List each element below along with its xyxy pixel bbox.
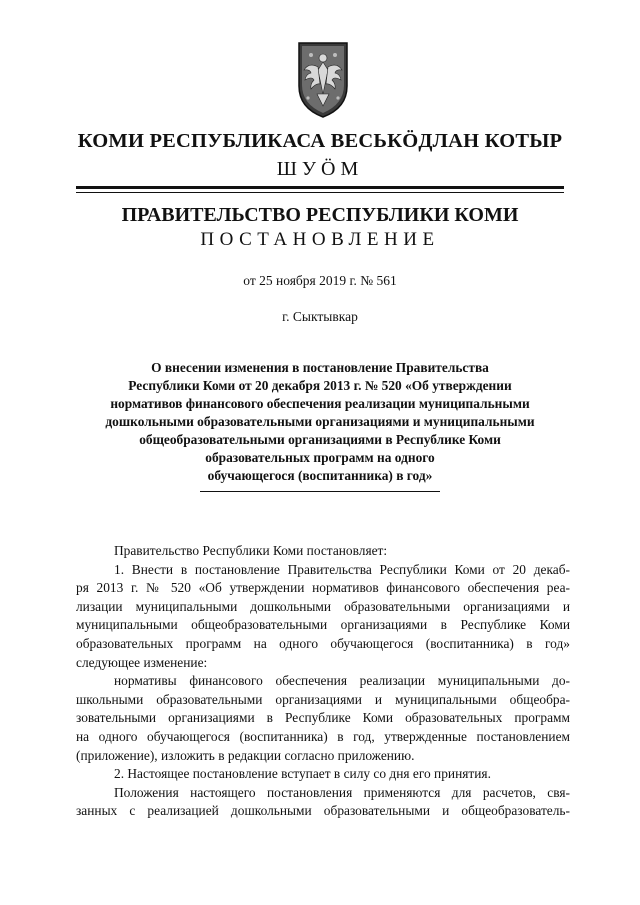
body-line: следующее изменение: — [76, 654, 208, 670]
resolution-title: ПОСТАНОВЛЕНИЕ — [200, 229, 440, 250]
komi-resolution-title: ШУӦМ — [276, 158, 364, 180]
body-line: ря 2013 г. № 520 «Об утверждении нормативов финансового обеспечения реа- — [76, 580, 570, 596]
title-line: образовательных программ на одного — [205, 450, 435, 465]
komi-coat-of-arms-icon — [296, 40, 350, 120]
body-line: Положения настоящего постановления применяются для расчетов, свя- — [114, 784, 570, 800]
title-line: общеобразовательными организациями в Республике Коми — [139, 432, 501, 447]
document-title — [60, 359, 580, 485]
title-line: обучающегося (воспитанника) в год» — [207, 468, 433, 483]
body-line: зовательными организациями в Республике Коми образовательных программ — [76, 710, 570, 726]
body-line: на одного обучающегося (воспитанника) в год, утвержденные постановлением — [76, 728, 570, 744]
body-line: нормативы финансового обеспечения реализации муниципальными до- — [114, 673, 570, 689]
government-title: ПРАВИТЕЛЬСТВО РЕСПУБЛИКИ КОМИ — [121, 204, 519, 226]
document-body — [76, 542, 570, 821]
title-line: Республики Коми от 20 декабря 2013 г. № 520 «Об утверждении — [128, 378, 512, 393]
body-line: школьными образовательными организациями и муниципальными общеобра- — [76, 691, 570, 707]
body-line: 2. Настоящее постановление вступает в силу со дня его принятия. — [114, 766, 491, 782]
title-line: нормативов финансового обеспечения реализации муниципальными — [110, 396, 530, 411]
body-line: (приложение), изложить в редакции согласно приложению. — [76, 747, 415, 763]
decree-date-number: от 25 ноября 2019 г. № 561 — [243, 273, 397, 288]
body-line: образовательных программ на одного обучающегося (воспитанника) в год» — [76, 635, 570, 651]
body-line: лизации муниципальными дошкольными образовательными организациями и — [76, 598, 570, 614]
title-line: О внесении изменения в постановление Правительства — [151, 360, 489, 375]
body-line: муниципальными общеобразовательными организациями в Республике Коми — [76, 617, 570, 633]
header-divider-thin — [76, 192, 564, 193]
body-line: Правительство Республики Коми постановляет: — [114, 543, 388, 558]
title-line: дошкольными образовательными организациями и муниципальными — [105, 414, 535, 429]
komi-government-title: КОМИ РЕСПУБЛИКАСА ВЕСЬКӦДЛАН КОТЫР — [77, 130, 563, 152]
decree-city: г. Сыктывкар — [282, 309, 358, 324]
body-line: занных с реализацией дошкольными образовательными и общеобразователь- — [76, 803, 570, 819]
title-underline — [200, 491, 440, 492]
header-divider-thick — [76, 186, 564, 189]
body-line: 1. Внести в постановление Правительства Республики Коми от 20 декаб- — [114, 561, 570, 577]
